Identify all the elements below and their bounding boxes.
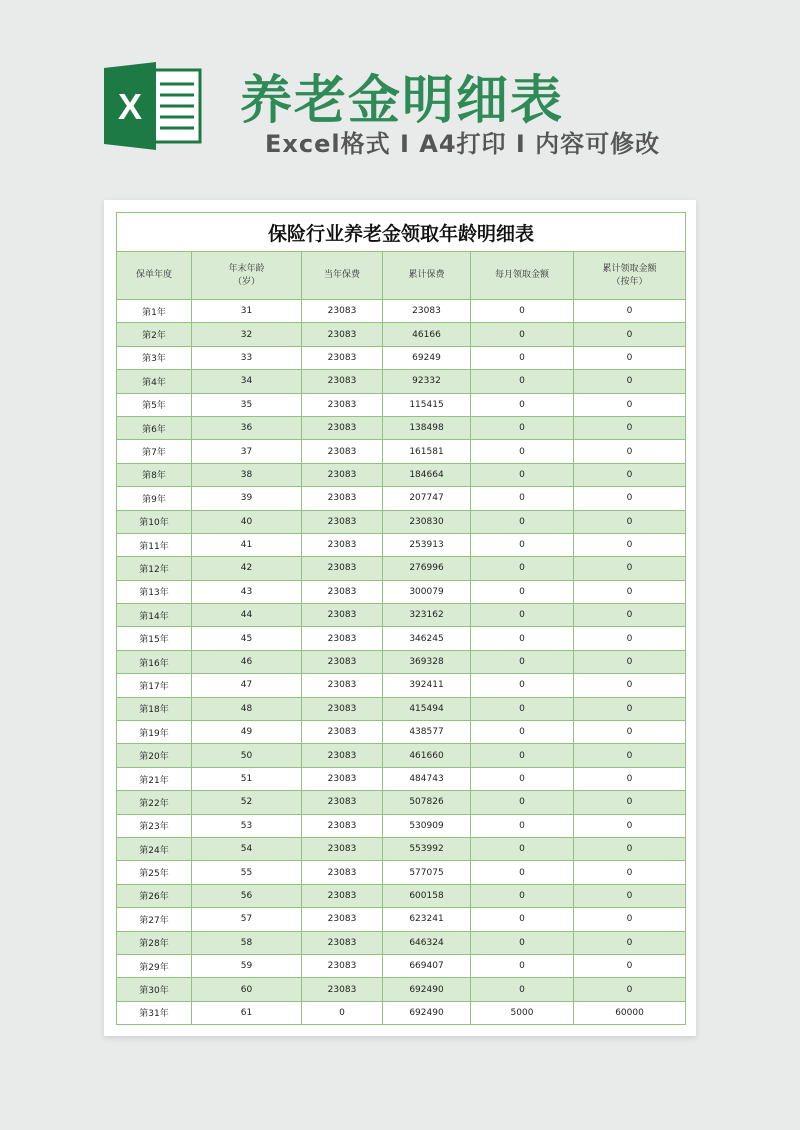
table-row [117,744,686,767]
table-cell: 115415 [383,393,471,416]
table-cell: 48 [192,697,302,720]
table-cell: 0 [574,533,686,556]
column-header: 累计保费 [383,252,471,300]
table-cell: 46166 [383,323,471,346]
table-cell: 第7年 [117,440,192,463]
table-cell: 第8年 [117,463,192,486]
table-cell: 51 [192,767,302,790]
table-cell: 40 [192,510,302,533]
table-cell: 23083 [302,908,383,931]
table-cell: 600158 [383,884,471,907]
table-cell: 346245 [383,627,471,650]
table-cell: 第28年 [117,931,192,954]
table-cell: 300079 [383,580,471,603]
table-cell: 0 [471,767,574,790]
table-cell: 23083 [302,370,383,393]
table-cell: 56 [192,884,302,907]
table-cell: 第21年 [117,767,192,790]
table-cell: 92332 [383,370,471,393]
table-cell: 0 [471,978,574,1001]
table-cell: 0 [471,463,574,486]
table-cell: 0 [471,954,574,977]
table-row [117,721,686,744]
table-cell: 23083 [302,767,383,790]
table-cell: 138498 [383,416,471,439]
table-cell: 23083 [302,557,383,580]
table-row [117,837,686,860]
table-cell: 0 [471,580,574,603]
table-cell: 42 [192,557,302,580]
table-cell: 369328 [383,650,471,673]
table-cell: 0 [574,510,686,533]
table-cell: 第10年 [117,510,192,533]
table-cell: 0 [574,954,686,977]
table-cell: 49 [192,721,302,744]
table-cell: 23083 [302,954,383,977]
table-cell: 第1年 [117,300,192,323]
table-cell: 0 [471,814,574,837]
table-cell: 461660 [383,744,471,767]
table-cell: 第13年 [117,580,192,603]
table-cell: 0 [471,604,574,627]
table-row [117,510,686,533]
table-cell: 184664 [383,463,471,486]
table-cell: 第11年 [117,533,192,556]
table-cell: 0 [471,744,574,767]
page-header [0,0,800,200]
table-cell: 0 [574,767,686,790]
table-cell: 35 [192,393,302,416]
table-row [117,604,686,627]
table-cell: 0 [574,978,686,1001]
table-cell: 0 [574,580,686,603]
table-cell: 0 [574,393,686,416]
table-cell: 第15年 [117,627,192,650]
column-header: 年末年龄 （岁） [192,252,302,300]
table-cell: 0 [471,650,574,673]
table-cell: 39 [192,487,302,510]
page-subtitle: Excel格式 I A4打印 I 内容可修改 [265,130,661,158]
table-cell: 第17年 [117,674,192,697]
table-cell: 161581 [383,440,471,463]
table-cell: 23083 [383,300,471,323]
table-cell: 23083 [302,674,383,697]
table-cell: 第5年 [117,393,192,416]
table-caption: 保险行业养老金领取年龄明细表 [117,213,686,252]
table-cell: 23083 [302,323,383,346]
table-cell: 50 [192,744,302,767]
table-cell: 0 [574,837,686,860]
excel-logo-letter: X [117,86,143,127]
table-cell: 0 [574,487,686,510]
table-cell: 23083 [302,604,383,627]
table-cell: 38 [192,463,302,486]
table-cell: 0 [574,884,686,907]
table-cell: 23083 [302,416,383,439]
table-row [117,557,686,580]
table-cell: 第25年 [117,861,192,884]
table-cell: 623241 [383,908,471,931]
table-cell: 0 [574,814,686,837]
table-cell: 0 [471,791,574,814]
table-row [117,487,686,510]
table-row [117,1001,686,1024]
table-cell: 0 [574,323,686,346]
table-cell: 0 [471,557,574,580]
table-row [117,323,686,346]
table-cell: 646324 [383,931,471,954]
table-cell: 0 [471,627,574,650]
table-cell: 23083 [302,931,383,954]
table-cell: 0 [574,744,686,767]
table-cell: 34 [192,370,302,393]
table-cell: 第14年 [117,604,192,627]
table-cell: 23083 [302,463,383,486]
table-cell: 第24年 [117,837,192,860]
table-row [117,416,686,439]
table-cell: 530909 [383,814,471,837]
table-row [117,861,686,884]
table-cell: 第30年 [117,978,192,1001]
table-cell: 0 [574,674,686,697]
table-cell: 0 [471,393,574,416]
table-row [117,697,686,720]
table-cell: 23083 [302,580,383,603]
table-cell: 23083 [302,697,383,720]
table-cell: 23083 [302,346,383,369]
table-cell: 669407 [383,954,471,977]
table-cell: 第9年 [117,487,192,510]
table-cell: 0 [471,721,574,744]
table-header-row [117,252,686,300]
table-row [117,533,686,556]
table-cell: 0 [471,861,574,884]
table-cell: 23083 [302,440,383,463]
column-header: 每月领取金额 [471,252,574,300]
table-cell: 0 [471,674,574,697]
table-cell: 0 [471,931,574,954]
table-cell: 23083 [302,861,383,884]
table-cell: 36 [192,416,302,439]
table-cell: 507826 [383,791,471,814]
table-cell: 46 [192,650,302,673]
table-cell: 5000 [471,1001,574,1024]
table-cell: 52 [192,791,302,814]
table-row [117,580,686,603]
table-cell: 0 [574,721,686,744]
table-row [117,650,686,673]
table-cell: 207747 [383,487,471,510]
table-row [117,954,686,977]
table-cell: 69249 [383,346,471,369]
table-cell: 0 [574,791,686,814]
table-cell: 0 [471,416,574,439]
table-cell: 484743 [383,767,471,790]
table-cell: 33 [192,346,302,369]
table-cell: 第18年 [117,697,192,720]
table-cell: 0 [574,416,686,439]
table-cell: 0 [471,908,574,931]
table-cell: 第6年 [117,416,192,439]
table-cell: 23083 [302,978,383,1001]
table-cell: 0 [574,604,686,627]
table-cell: 54 [192,837,302,860]
table-cell: 第16年 [117,650,192,673]
table-cell: 0 [574,627,686,650]
table-cell: 58 [192,931,302,954]
table-cell: 0 [574,440,686,463]
table-cell: 23083 [302,650,383,673]
table-cell: 0 [471,533,574,556]
table-cell: 0 [471,440,574,463]
column-header: 累计领取金额 （按年） [574,252,686,300]
table-cell: 23083 [302,744,383,767]
table-cell: 0 [471,697,574,720]
table-body [117,300,686,1025]
column-header: 保单年度 [117,252,192,300]
table-row [117,674,686,697]
table-cell: 第3年 [117,346,192,369]
table-cell: 23083 [302,300,383,323]
table-cell: 0 [574,697,686,720]
table-row [117,393,686,416]
table-cell: 47 [192,674,302,697]
table-cell: 577075 [383,861,471,884]
table-cell: 0 [574,861,686,884]
table-cell: 323162 [383,604,471,627]
table-cell: 0 [574,557,686,580]
table-cell: 45 [192,627,302,650]
table-row [117,884,686,907]
table-cell: 23083 [302,487,383,510]
table-cell: 23083 [302,721,383,744]
table-cell: 43 [192,580,302,603]
table-cell: 第29年 [117,954,192,977]
table-cell: 第26年 [117,884,192,907]
table-cell: 44 [192,604,302,627]
table-cell: 0 [574,370,686,393]
table-cell: 0 [574,650,686,673]
table-cell: 415494 [383,697,471,720]
table-row [117,931,686,954]
table-cell: 23083 [302,510,383,533]
table-cell: 57 [192,908,302,931]
table-cell: 0 [574,908,686,931]
table-cell: 0 [471,370,574,393]
table-cell: 23083 [302,627,383,650]
table-cell: 553992 [383,837,471,860]
column-header: 当年保费 [302,252,383,300]
table-cell: 0 [471,300,574,323]
table-cell: 276996 [383,557,471,580]
table-cell: 0 [471,323,574,346]
table-cell: 59 [192,954,302,977]
table-row [117,908,686,931]
table-cell: 41 [192,533,302,556]
table-row [117,791,686,814]
table-row [117,440,686,463]
table-row [117,300,686,323]
table-cell: 23083 [302,814,383,837]
table-row [117,978,686,1001]
table-row [117,370,686,393]
table-cell: 第22年 [117,791,192,814]
table-cell: 0 [471,510,574,533]
table-row [117,463,686,486]
table-cell: 第20年 [117,744,192,767]
table-cell: 53 [192,814,302,837]
table-cell: 0 [302,1001,383,1024]
table-cell: 第31年 [117,1001,192,1024]
table-cell: 0 [574,931,686,954]
table-cell: 37 [192,440,302,463]
excel-logo-icon [104,62,202,150]
table-cell: 23083 [302,837,383,860]
table-cell: 60000 [574,1001,686,1024]
table-cell: 第12年 [117,557,192,580]
table-cell: 0 [574,300,686,323]
table-cell: 0 [471,837,574,860]
page-title: 养老金明细表 [240,71,565,131]
table-cell: 60 [192,978,302,1001]
table-cell: 23083 [302,884,383,907]
table-cell: 55 [192,861,302,884]
table-cell: 0 [471,487,574,510]
table-row [117,346,686,369]
table-cell: 0 [471,884,574,907]
table-cell: 61 [192,1001,302,1024]
table-cell: 692490 [383,978,471,1001]
table-cell: 23083 [302,791,383,814]
table-cell: 第2年 [117,323,192,346]
table-row [117,767,686,790]
table-cell: 0 [471,346,574,369]
table-cell: 0 [574,463,686,486]
document-sheet [104,200,696,1036]
table-cell: 230830 [383,510,471,533]
table-cell: 32 [192,323,302,346]
table-row [117,814,686,837]
table-cell: 31 [192,300,302,323]
table-cell: 23083 [302,393,383,416]
table-cell: 23083 [302,533,383,556]
table-row [117,627,686,650]
table-cell: 692490 [383,1001,471,1024]
table-cell: 438577 [383,721,471,744]
table-cell: 第4年 [117,370,192,393]
pension-table [116,212,686,1025]
table-cell: 392411 [383,674,471,697]
table-cell: 第19年 [117,721,192,744]
table-cell: 第27年 [117,908,192,931]
table-cell: 0 [574,346,686,369]
table-cell: 第23年 [117,814,192,837]
table-cell: 253913 [383,533,471,556]
